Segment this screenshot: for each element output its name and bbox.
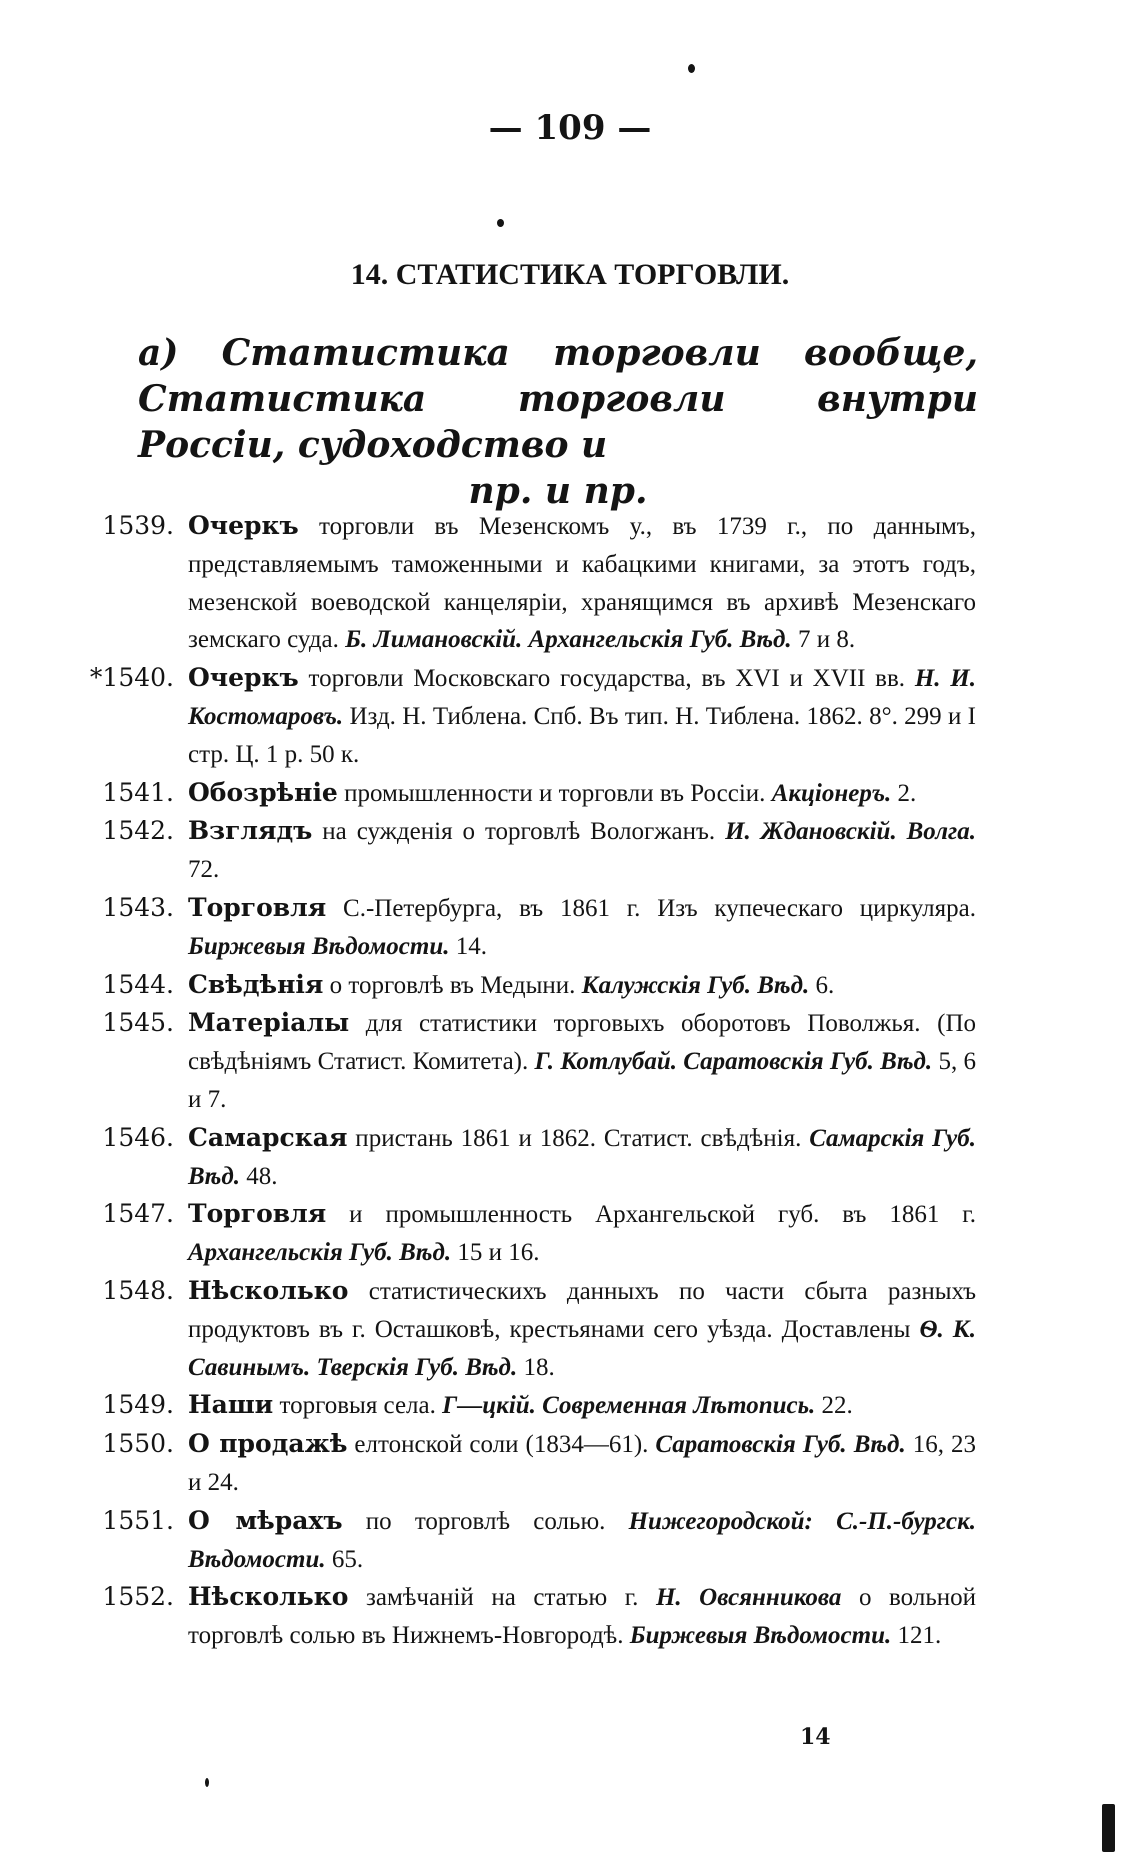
entry-source: Г. Котлубай. Саратовскія Губ. Вѣд. (534, 1048, 933, 1076)
signature-mark: 14 (800, 1724, 831, 1750)
entry-tail: 6. (809, 971, 835, 999)
entry-source: Нижегородской: С.-П.-бургск. Вѣдомости. (188, 1507, 977, 1573)
entry-number: 1548. (102, 1275, 174, 1305)
entry-1546 (70, 1119, 976, 1196)
entry-tail: 16, 23 и 24. (188, 1431, 977, 1496)
entry-tail: 65. (325, 1545, 364, 1573)
entry-source: Архангельскія Губ. Вѣд. (188, 1239, 452, 1267)
entry-text: по торговлѣ солью. (342, 1507, 629, 1535)
entry-keyword: Взглядъ (188, 816, 313, 846)
entry-keyword: Очеркъ (188, 511, 299, 540)
entry-body (188, 966, 976, 1005)
entry-number: 1542. (102, 816, 174, 846)
entry-1542 (70, 812, 976, 889)
entry-source: Калужскія Губ. Вѣд. (581, 971, 810, 999)
entry-number: 1547. (102, 1199, 174, 1229)
subsection-text: а) Статистика торговли вообще, Статистика торговли внутри Россіи, судоходство и (138, 332, 978, 466)
entry-source-2: Биржевыя Вѣдомости. (629, 1622, 892, 1650)
entry-tail: о вольной торговлѣ солью въ Нижнемъ-Новгородѣ. (188, 1584, 976, 1650)
entry-body (188, 1272, 976, 1386)
entry-number: 1551. (102, 1505, 174, 1535)
subsection-heading (138, 330, 978, 514)
entry-source: Г—цкій. Современная Лѣтопись. (442, 1392, 816, 1420)
entry-1545 (70, 1004, 976, 1118)
entry-source: Самарскія Губ. Вѣд. (188, 1124, 976, 1190)
entry-text: торговыя села. (273, 1392, 443, 1420)
entry-number: 1545. (102, 1008, 174, 1038)
entry-number: *1540. (89, 663, 174, 693)
entry-number: 1550. (102, 1429, 174, 1459)
entry-keyword: Нѣсколько (188, 1582, 349, 1612)
entry-number: 1541. (102, 777, 174, 807)
entry-text: пристань 1861 и 1862. Статист. свѣдѣнія. (347, 1124, 810, 1152)
entry-body (188, 774, 976, 813)
entry-tail: 18. (517, 1353, 555, 1381)
entry-body (188, 889, 976, 966)
entry-number: 1546. (102, 1122, 174, 1152)
entry-keyword: Матеріалы (188, 1008, 350, 1038)
entry-number: 1543. (102, 892, 174, 922)
entry-body (188, 812, 976, 889)
entry-text: замѣчаній на статью г. (348, 1584, 656, 1612)
entry-source: Саратовскія Губ. Вѣд. (655, 1431, 906, 1459)
section-heading: 14. СТАТИСТИКА ТОРГОВЛИ. (350, 258, 790, 291)
entry-1549 (70, 1386, 976, 1425)
entry-keyword: Торговля (188, 892, 327, 922)
entry-body (188, 1578, 976, 1655)
entry-number: 1549. (102, 1390, 174, 1420)
entry-tail: 5, 6 и 7. (188, 1048, 977, 1113)
entry-source: И. Ждановскій. Волга. (725, 818, 976, 846)
entry-tail-2: 121. (891, 1622, 942, 1650)
entry-keyword: Свѣдѣнія (188, 969, 324, 999)
entry-number: 1544. (102, 969, 174, 999)
entry-text: торговли въ Мезенскомъ у., въ 1739 г., по даннымъ, представляемымъ таможенными и кабацкими книгами, за этотъ годъ, мезенской воеводской канцеляріи, хранящимся въ архивѣ Мезенскаго земскаго суда. (188, 513, 976, 654)
entry-1543 (70, 889, 976, 966)
entry-1547 (70, 1195, 976, 1272)
entry-text: о торговлѣ въ Медыни. (323, 971, 582, 999)
entry-text: торговли Московскаго государства, въ XVI и XVII вв. (298, 665, 915, 693)
entry-tail: 7 и 8. (791, 626, 856, 654)
entry-body (188, 1004, 976, 1118)
entry-number: 1539. (102, 511, 174, 540)
entry-source: Н. Овсянникова (655, 1584, 842, 1612)
entry-tail: Изд. Н. Тиблена. Спб. Въ тип. Н. Тиблена. 1862. 8°. 299 и I стр. Ц. 1 р. 50 к. (188, 702, 976, 768)
entry-1550 (70, 1425, 976, 1502)
print-speck (497, 219, 504, 227)
page-number: — 109 — (488, 108, 652, 148)
entry-text: и промышленность Архангельской губ. въ 1861 г. (326, 1201, 976, 1229)
entry-body (188, 1386, 976, 1425)
entry-body (188, 659, 976, 773)
entry-text: С.-Петербурга, въ 1861 г. Изъ купеческаго циркуляра. (326, 894, 976, 922)
entry-body (188, 1502, 976, 1579)
print-speck (205, 1778, 209, 1787)
entry-keyword: Очеркъ (188, 663, 299, 693)
entry-keyword: Нѣсколько (188, 1275, 349, 1305)
entry-keyword: О мѣрахъ (188, 1505, 343, 1535)
entry-tail: 2. (891, 779, 917, 807)
entry-tail: 72. (188, 856, 220, 884)
entry-keyword: Наши (188, 1390, 274, 1420)
entry-text: промышленности и торговли въ Россіи. (337, 779, 772, 807)
print-speck (1102, 1804, 1115, 1852)
entry-source: Акціонеръ. (771, 779, 892, 807)
entry-source: Биржевыя Вѣдомости. (188, 932, 450, 960)
entry-text: на сужденія о торговлѣ Вологжанъ. (312, 818, 726, 846)
entry-number: 1552. (102, 1582, 174, 1612)
entry-source: Н. И. Костомаровъ. (188, 665, 976, 730)
entry-text: статистическихъ данныхъ по части сбыта разныхъ продуктовъ въ г. Осташковѣ, крестьянами сего уѣзда. Доставлены (188, 1277, 976, 1343)
entry-body (188, 1425, 976, 1502)
entry-1540 (70, 659, 976, 773)
entry-body (188, 507, 976, 659)
entry-keyword: О продажѣ (188, 1429, 348, 1459)
entry-1552 (70, 1578, 976, 1655)
entry-keyword: Торговля (188, 1199, 327, 1229)
entry-tail: 22. (815, 1392, 853, 1420)
entry-keyword: Самарская (188, 1122, 348, 1152)
entry-body (188, 1195, 976, 1272)
entry-text: для статистики торговыхъ оборотовъ Поволжья. (По свѣдѣніямъ Статист. Комитета). (188, 1010, 976, 1076)
entry-1551 (70, 1502, 976, 1579)
entry-tail: 15 и 16. (451, 1239, 540, 1267)
entry-1548 (70, 1272, 976, 1386)
entry-1541 (70, 774, 976, 813)
subsection-last-line: пр. и пр. (468, 470, 648, 512)
entry-source: Ѳ. К. Савинымъ. Тверскія Губ. Вѣд. (188, 1315, 976, 1381)
entry-body (188, 1119, 976, 1196)
entry-source: Б. Лимановскій. Архангельскія Губ. Вѣд. (345, 626, 792, 654)
bibliography-list (70, 507, 976, 1655)
entry-1544 (70, 966, 976, 1005)
entry-tail: 14. (449, 932, 487, 960)
print-speck (688, 64, 695, 73)
entry-tail: 48. (240, 1162, 278, 1190)
entry-1539 (70, 507, 976, 659)
entry-text: елтонской соли (1834—61). (347, 1431, 656, 1459)
entry-keyword: Обозрѣніе (188, 777, 338, 807)
